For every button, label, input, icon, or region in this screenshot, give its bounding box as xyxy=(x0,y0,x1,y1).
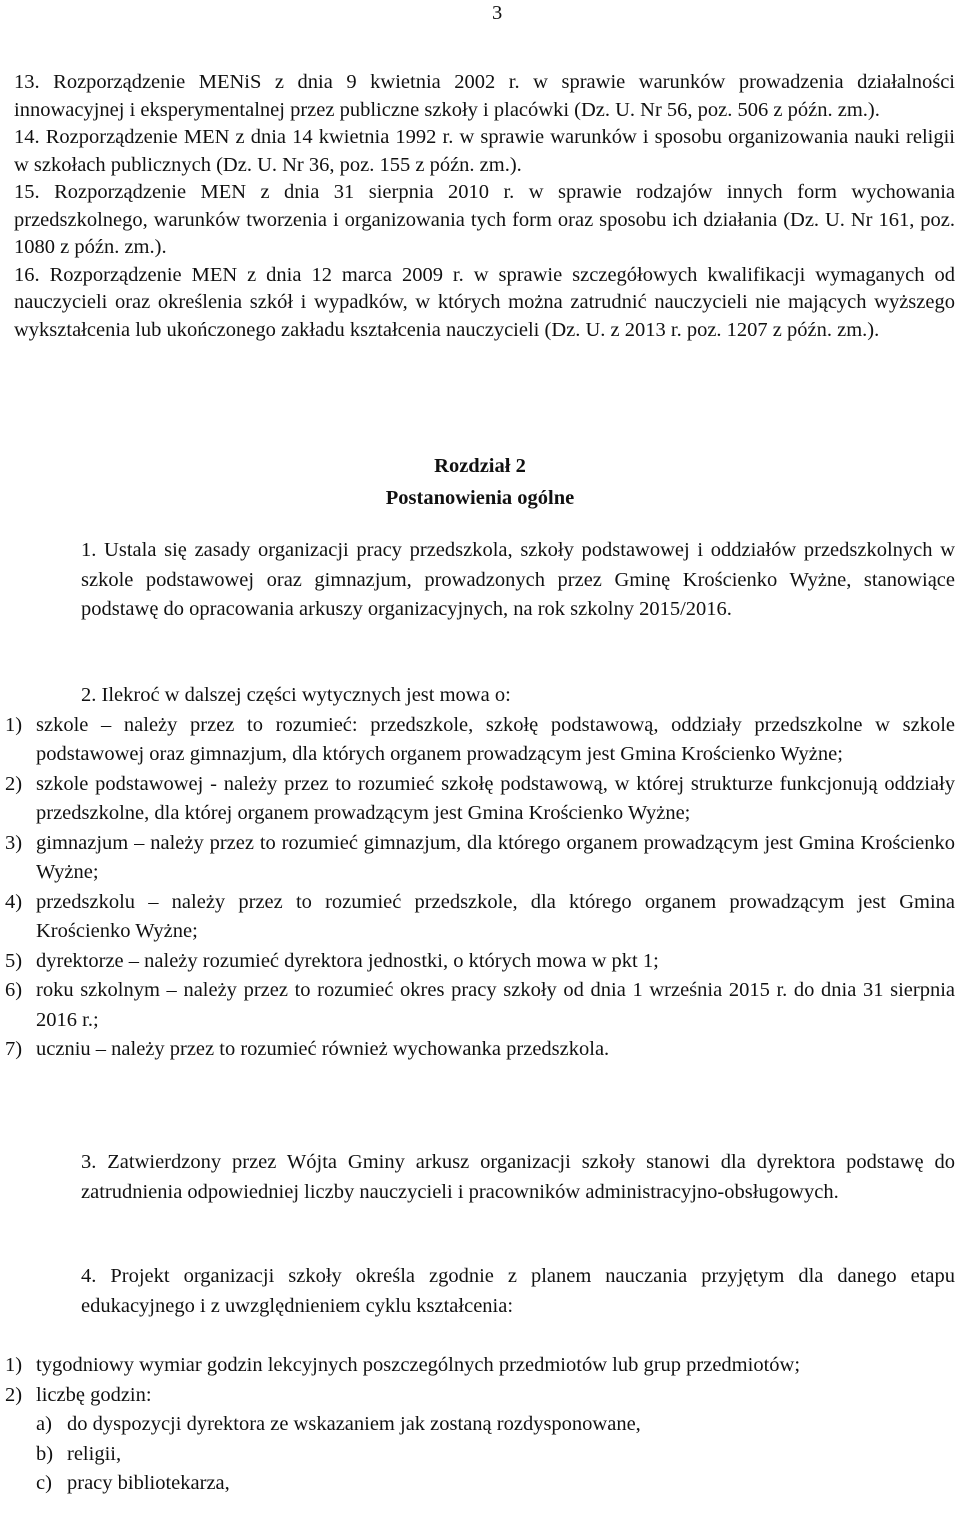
section-4 xyxy=(5,1262,955,1499)
list-item: 1) szkole – należy przez to rozumieć: przedszkole, szkołę podstawową, oddziały przedszkolne w szkole podstawowej oraz gimnazjum, dla których organem prowadzącym jest Gmina Krościenko Wyżne; xyxy=(5,713,955,765)
chapter-heading xyxy=(0,450,960,514)
section-1 xyxy=(5,536,955,625)
section-2 xyxy=(5,681,955,1065)
page-number: 3 xyxy=(492,2,503,24)
list-item: c) pracy bibliotekarza, xyxy=(36,1472,230,1494)
list-item: 1) tygodniowy wymiar godzin lekcyjnych poszczególnych przedmiotów lub grup przedmiotów; xyxy=(5,1354,801,1376)
regulation-item: 15. Rozporządzenie MEN z dnia 31 sierpnia 2010 r. w sprawie rodzajów innych form wychowania przedszkolnego, warunków tworzenia i organizowania tych form oraz sposobu ich działania (Dz. U. Nr 161, poz. 1080 z późn. zm.). xyxy=(14,181,955,258)
section-4-intro: 4. Projekt organizacji szkoły określa zgodnie z planem nauczania przyjętym dla danego etapu edukacyjnego i z uwzględnieniem cyklu kształcenia: xyxy=(81,1265,955,1317)
legal-basis-list xyxy=(14,69,955,344)
hours-sublist xyxy=(5,1410,955,1499)
list-item: 2) liczbę godzin: xyxy=(5,1383,152,1406)
organization-list xyxy=(5,1351,955,1410)
section-3 xyxy=(5,1148,955,1207)
section-2-intro: 2. Ilekroć w dalszej części wytycznych jest mowa o: xyxy=(81,684,511,706)
list-item: 5) dyrektorze – należy rozumieć dyrektora jednostki, o których mowa w pkt 1; xyxy=(5,949,659,972)
chapter-title: Rozdział 2 xyxy=(434,455,526,477)
list-item: 3) gimnazjum – należy przez to rozumieć gimnazjum, dla którego organem prowadzącym jest Gmina Krościenko Wyżne; xyxy=(5,831,955,883)
list-item: a) do dyspozycji dyrektora ze wskazaniem jak zostaną rozdysponowane, xyxy=(36,1413,641,1435)
list-item: b) religii, xyxy=(36,1442,122,1465)
definitions-list xyxy=(5,711,955,1065)
list-item: 7) uczniu – należy przez to rozumieć również wychowanka przedszkola. xyxy=(5,1038,610,1060)
list-item: 6) roku szkolnym – należy przez to rozumieć okres pracy szkoły od dnia 1 września 2015 r. do dnia 31 sierpnia 2016 r.; xyxy=(5,979,955,1031)
regulation-item: 16. Rozporządzenie MEN z dnia 12 marca 2009 r. w sprawie szczegółowych kwalifikacji wymaganych od nauczycieli oraz określenia szkół i wypadków, w których można zatrudnić nauczycieli nie mających wyższego wykształcenia lub ukończonego zakładu kształcenia nauczycieli (Dz. U. z 2013 r. poz. 1207 z późn. zm.). xyxy=(14,263,956,341)
regulation-item: 13. Rozporządzenie MENiS z dnia 9 kwietnia 2002 r. w sprawie warunków prowadzenia działalności innowacyjnej i eksperymentalnej przez publiczne szkoły i placówki (Dz. U. Nr 56, poz. 506 z późn. zm.). xyxy=(14,71,955,121)
list-item: 2) szkole podstawowej - należy przez to rozumieć szkołę podstawową, w której strukturze funkcjonują oddziały przedszkolne, dla której organem prowadzącym jest Gmina Krościenko Wyżne; xyxy=(5,772,955,824)
regulation-item: 14. Rozporządzenie MEN z dnia 14 kwietnia 1992 r. w sprawie warunków i sposobu organizowania nauki religii w szkołach publicznych (Dz. U. Nr 36, poz. 155 z późn. zm.). xyxy=(14,126,955,176)
section-3-text: 3. Zatwierdzony przez Wójta Gminy arkusz organizacji szkoły stanowi dla dyrektora podstawę do zatrudnienia odpowiedniej liczby nauczycieli i pracowników administracyjno-obsługowych. xyxy=(81,1151,955,1203)
list-item: 4) przedszkolu – należy przez to rozumieć przedszkole, dla którego organem prowadzącym jest Gmina Krościenko Wyżne; xyxy=(5,890,955,942)
chapter-subtitle: Postanowienia ogólne xyxy=(385,487,575,509)
section-1-text: 1. Ustala się zasady organizacji pracy przedszkola, szkoły podstawowej i oddziałów przedszkolnych w szkole podstawowej oraz gimnazjum, prowadzonych przez Gminę Krościenko Wyżne, stanowiące podstawę do opracowania arkuszy organizacyjnych, na rok szkolny 2015/2016. xyxy=(81,539,955,620)
